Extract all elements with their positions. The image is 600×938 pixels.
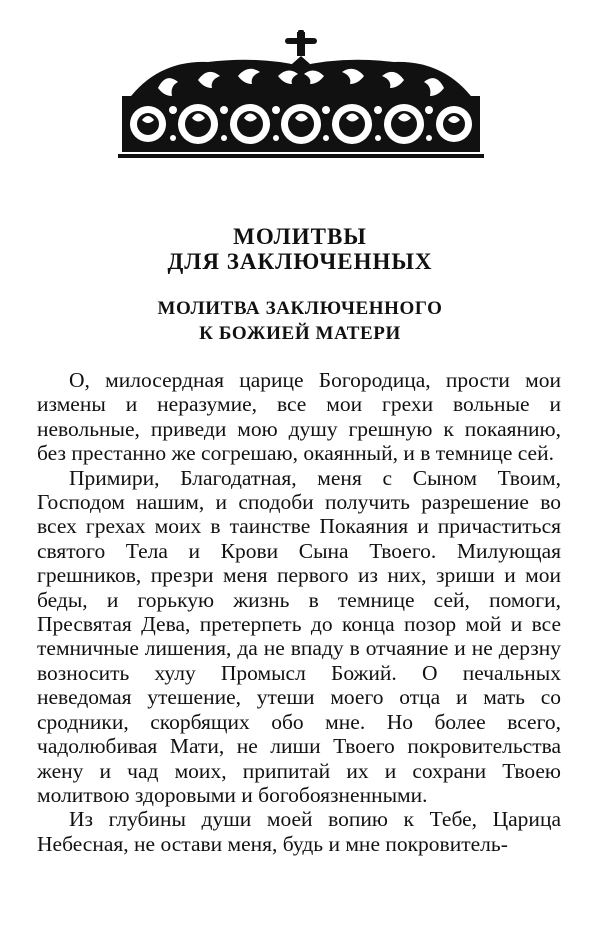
- section-title-line2: ДЛЯ ЗАКЛЮЧЕННЫХ: [167, 249, 433, 274]
- prayer-title-line1: МОЛИТВА ЗАКЛЮЧЕННОГО: [157, 298, 443, 319]
- prayer-title-line2: К БОЖИЕЙ МАТЕРИ: [199, 323, 401, 344]
- cross-floral-headpiece-icon: [118, 30, 484, 160]
- paragraph: Из глубины души моей вопию к Тебе, Царица Небесная, не остави меня, будь и мне покровитель-: [37, 807, 561, 856]
- paragraph: Примири, Благодатная, меня с Сыном Твоим, Господом нашим, и сподоби получить разрешение во всех грехах моих в таинстве Покаяния и причаститься святого Тела и Крови Сына Твоего. Милующая грешников, презри меня первого из них, зриши и мои беды, и горькую жизнь в темнице сей, помоги, Пресвятая Дева, претерпеть до конца позор мой и все темничные лишения, да не впаду в отчаяние и не дерзну возносить хулу Промысл Божий. О печальных неведомая утешение, утеши моего отца и мать со сродники, скорбящих обо мне. Но более всего, чадолюбивая Мати, не лиши Твоего покровительства жену и чад моих, припитай их и сохрани Твоею молитвою здоровыми и богобоязненными.: [37, 465, 561, 807]
- section-title-line1: МОЛИТВЫ: [233, 224, 367, 249]
- paragraph: О, милосердная царице Богородица, прости мои измены и неразумие, все мои грехи вольные и невольные, приведи мою душу грешную к покаянию, без престанно же согрешаю, окаянный, и в темнице сей.: [37, 368, 561, 466]
- prayer-text: [37, 368, 561, 856]
